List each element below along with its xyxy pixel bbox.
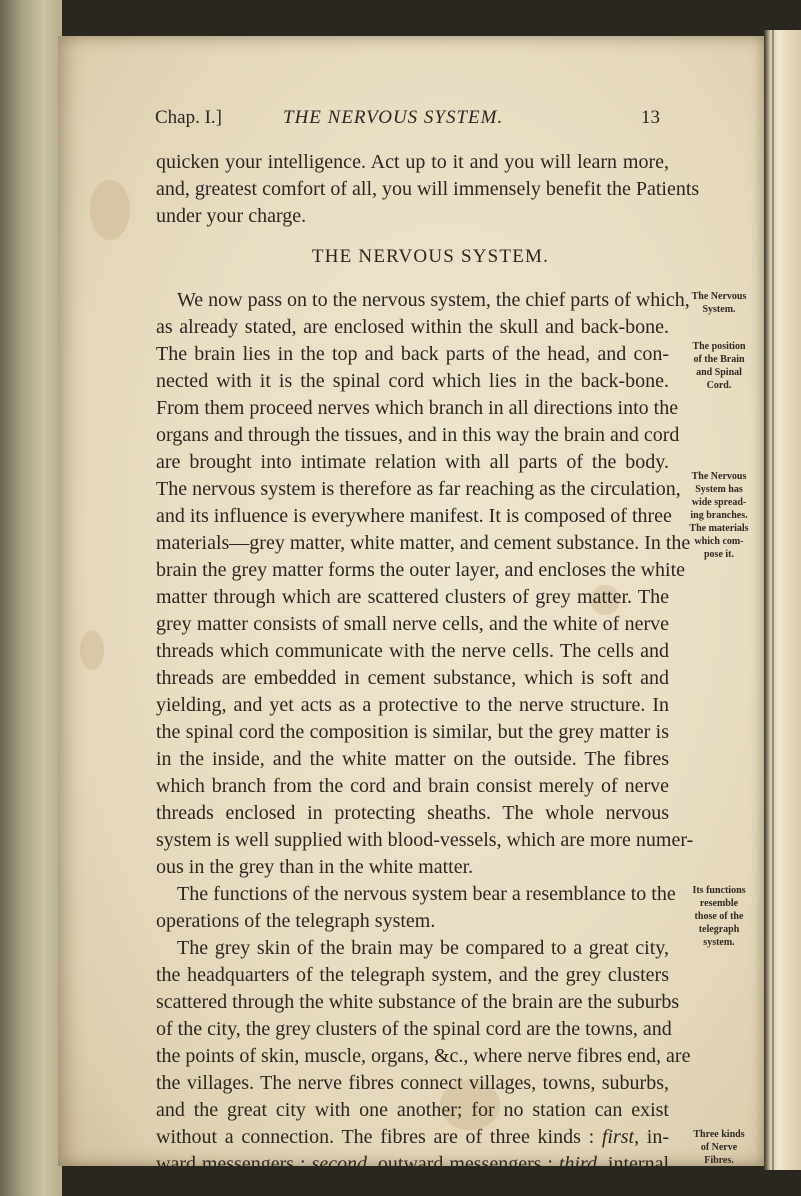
emphasis-third: third [558, 1153, 598, 1175]
paragraph-line: We now pass on to the nervous system, the chief parts of which, [177, 289, 690, 311]
paragraph-line: ward messengers ; second, outward messengers ; third, internal [156, 1153, 670, 1175]
paragraph-line: yielding, and yet acts as a protective to the nerve structure. In [156, 694, 669, 716]
paragraph-line: of the city, the grey clusters of the spinal cord are the towns, and [156, 1018, 672, 1040]
running-title: THE NERVOUS SYSTEM. [283, 107, 504, 128]
intro-line: and, greatest comfort of all, you will immensely benefit the Patients [156, 178, 700, 200]
paragraph-line: operations of the telegraph system. [156, 910, 436, 932]
foxing-stain [90, 180, 130, 240]
book-cover-left [0, 0, 62, 1196]
paragraph-line: without a connection. The fibres are of three kinds : first, in- [156, 1126, 669, 1148]
paragraph-line: ous in the grey than in the white matter. [156, 856, 474, 878]
intro-line: quicken your intelligence. Act up to it and you will learn more, [156, 151, 669, 173]
paragraph-line: threads are embedded in cement substance, which is soft and [156, 667, 669, 689]
margin-note-materials: The materials which com- pose it. [689, 523, 749, 560]
paragraph-line: the spinal cord the composition is similar, but the grey matter is [156, 721, 669, 743]
paragraph-line: threads which communicate with the nerve cells. The cells and [156, 640, 669, 662]
paragraph-line: are brought into intimate relation with all parts of the body. [156, 451, 669, 473]
intro-line: under your charge. [156, 205, 307, 227]
running-head [0, 107, 801, 131]
paragraph-line: grey matter consists of small nerve cells, and the white of nerve [156, 613, 669, 635]
margin-note-functions: Its functions resemble those of the telegraph system. [692, 885, 746, 948]
paragraph-line: the headquarters of the telegraph system, and the grey clusters [156, 964, 669, 986]
paragraph-line: matter through which are scattered clusters of grey matter. The [156, 586, 669, 608]
paragraph-line: system is well supplied with blood-vessels, which are more numer- [156, 829, 694, 851]
margin-note-brain-spinal-cord: The position of the Brain and Spinal Cord. [692, 341, 746, 391]
paragraph-line: organs and through the tissues, and in this way the brain and cord [156, 424, 680, 446]
paragraph-line: brain the grey matter forms the outer layer, and encloses the white [156, 559, 686, 581]
page-number: 13 [641, 107, 660, 128]
chapter-label: Chap. I.] [155, 107, 223, 128]
margin-note-three-kinds: Three kinds of Nerve Fibres. [693, 1129, 745, 1166]
paragraph-line: the villages. The nerve fibres connect villages, towns, suburbs, [156, 1072, 669, 1094]
paragraph-line: as already stated, are enclosed within the skull and back-bone. [156, 316, 669, 338]
paragraph-line: in the inside, and the white matter on the outside. The fibres [156, 748, 669, 770]
paragraph-line: scattered through the white substance of the brain are the suburbs [156, 991, 680, 1013]
emphasis-first: first [601, 1126, 635, 1148]
paragraph-line: and the great city with one another; for no station can exist [156, 1099, 669, 1121]
paragraph-line: materials—grey matter, white matter, and cement substance. In the [156, 532, 691, 554]
paragraph-line: From them proceed nerves which branch in all directions into the [156, 397, 679, 419]
paragraph-line: The brain lies in the top and back parts of the head, and con- [156, 343, 669, 365]
paragraph-line: and its influence is everywhere manifest. It is composed of three [156, 505, 672, 527]
foxing-stain [80, 630, 104, 670]
paragraph-line: The grey skin of the brain may be compared to a great city, [177, 937, 669, 959]
paragraph-line: The functions of the nervous system bear a resemblance to the [177, 883, 676, 905]
margin-note-wide-spreading: The Nervous System has wide spread- ing branches. [690, 471, 748, 521]
paragraph-line: The nervous system is therefore as far reaching as the circulation, [156, 478, 681, 500]
emphasis-second: second [311, 1153, 367, 1175]
paragraph-line: threads enclosed in protecting sheaths. The whole nervous [156, 802, 669, 824]
paragraph-line: nected with it is the spinal cord which lies in the back-bone. [156, 370, 669, 392]
section-heading: THE NERVOUS SYSTEM. [311, 246, 550, 267]
margin-note-nervous-system: The Nervous System. [691, 291, 747, 315]
paragraph-line: which branch from the cord and brain consist merely of nerve [156, 775, 669, 797]
page-edges-right [764, 30, 801, 1170]
paragraph-line: the points of skin, muscle, organs, &c., where nerve fibres end, are [156, 1045, 691, 1067]
